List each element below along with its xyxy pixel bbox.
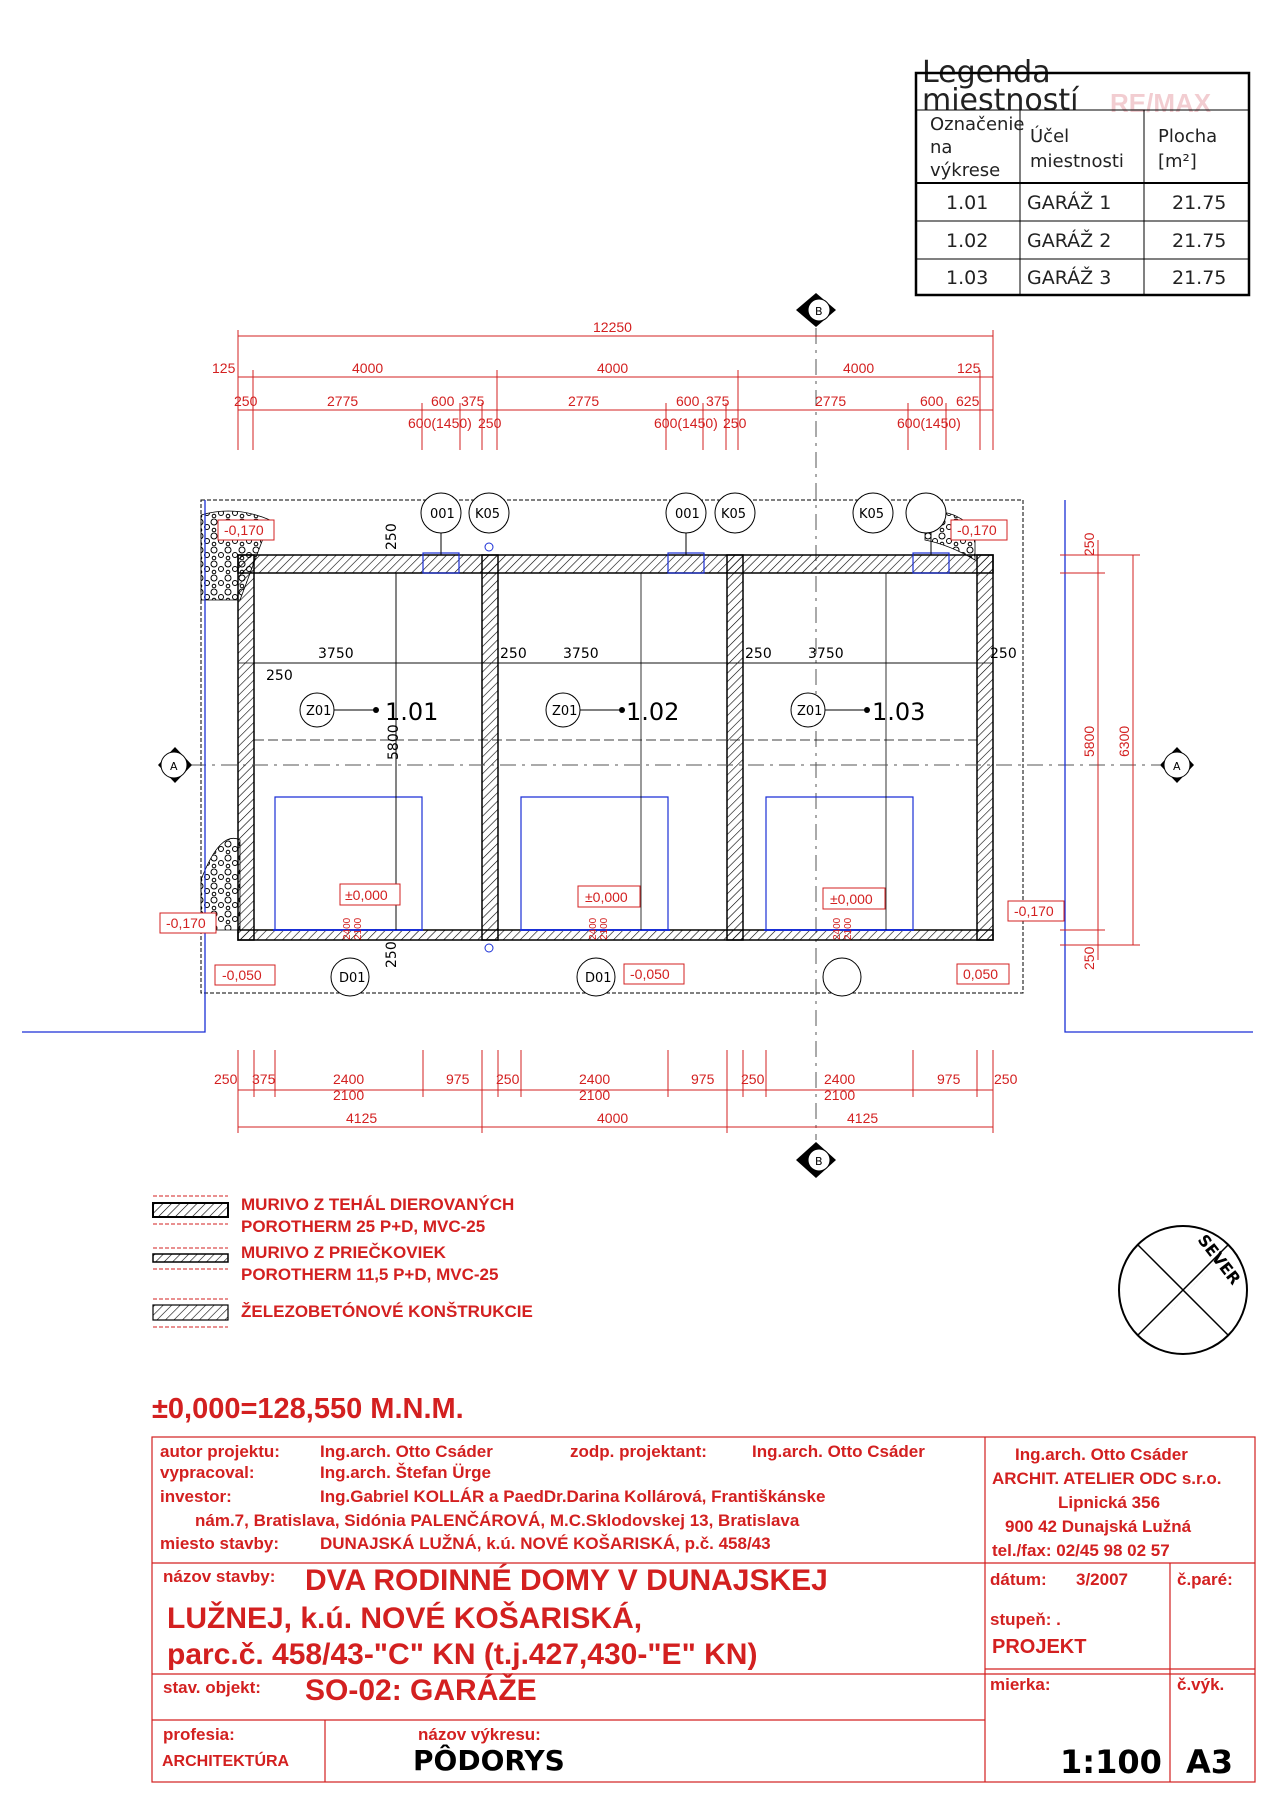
svg-text:A: A: [1173, 760, 1181, 773]
svg-text:600: 600: [920, 393, 944, 409]
investor-label: investor:: [160, 1487, 232, 1506]
level-left: -0,170: [166, 915, 206, 931]
material-2-line2: POROTHERM 11,5 P+D, MVC-25: [241, 1265, 499, 1284]
svg-text:2400: 2400: [588, 917, 599, 940]
svg-text:250: 250: [478, 415, 502, 431]
room-tag-2: Z01: [552, 704, 578, 719]
material-legend: [153, 1195, 533, 1327]
level-right: -0,170: [1014, 903, 1054, 919]
scale-label: mierka:: [990, 1675, 1051, 1694]
watermark: RE/MAX: [1110, 88, 1212, 118]
level-bottom-right: 0,050: [963, 966, 999, 982]
resp-label: zodp. projektant:: [570, 1442, 707, 1461]
svg-text:2775: 2775: [568, 393, 600, 409]
svg-text:250: 250: [384, 941, 400, 968]
svg-text:4000: 4000: [597, 1110, 629, 1126]
elevation-note: ±0,000=128,550 M.N.M.: [152, 1393, 464, 1425]
stage-label: stupeň: .: [990, 1610, 1061, 1629]
legend-purpose-3: GARÁŽ 3: [1027, 267, 1112, 289]
building-label: názov stavby:: [163, 1567, 276, 1586]
col-purpose-1: Účel: [1030, 126, 1070, 147]
room-tag-1: Z01: [306, 704, 332, 719]
svg-text:975: 975: [446, 1071, 470, 1087]
prepared-value: Ing.arch. Štefan Ürge: [320, 1463, 491, 1482]
svg-text:2100: 2100: [333, 1087, 365, 1103]
svg-text:2400: 2400: [579, 1071, 611, 1087]
prepared-label: vypracoval:: [160, 1463, 255, 1482]
office-1: Ing.arch. Otto Csáder: [1015, 1445, 1188, 1464]
office-3: Lipnická 356: [1058, 1493, 1161, 1512]
svg-text:2775: 2775: [815, 393, 847, 409]
stage-value: PROJEKT: [992, 1636, 1087, 1658]
legend-purpose-1: GARÁŽ 1: [1027, 192, 1112, 214]
svg-text:2100: 2100: [599, 917, 610, 940]
svg-text:3750: 3750: [563, 646, 599, 662]
drawing-label: názov výkresu:: [418, 1725, 541, 1744]
svg-text:2100: 2100: [824, 1087, 856, 1103]
svg-text:250: 250: [384, 523, 400, 550]
svg-text:250: 250: [745, 646, 772, 662]
legend-purpose-2: GARÁŽ 2: [1027, 230, 1112, 252]
svg-text:2400: 2400: [333, 1071, 365, 1087]
svg-text:6300: 6300: [1116, 725, 1132, 757]
room-level-3: ±0,000: [830, 891, 873, 907]
svg-text:975: 975: [937, 1071, 961, 1087]
investor-line1: Ing.Gabriel KOLLÁR a PaedDr.Darina Kollárová, Františkánske: [320, 1487, 826, 1506]
svg-text:4125: 4125: [847, 1110, 879, 1126]
svg-text:2100: 2100: [353, 917, 364, 940]
tag-k05-a: K05: [475, 507, 501, 522]
svg-text:375: 375: [706, 393, 730, 409]
tag-k05-c: K05: [859, 507, 885, 522]
building-line1: DVA RODINNÉ DOMY V DUNAJSKEJ: [305, 1564, 828, 1597]
date-label: dátum:: [990, 1570, 1047, 1589]
room-level-1: ±0,000: [345, 887, 388, 903]
room-legend-title-1: Legenda: [922, 55, 1051, 90]
room-code-2: 1.02: [626, 698, 680, 726]
svg-text:4000: 4000: [352, 360, 384, 376]
svg-text:600: 600: [676, 393, 700, 409]
svg-text:4000: 4000: [597, 360, 629, 376]
top-dimensions: [238, 330, 993, 450]
north-label: SEVER: [1193, 1230, 1245, 1289]
building-line2: LUŽNEJ, k.ú. NOVÉ KOŠARISKÁ,: [167, 1602, 643, 1635]
object-label: stav. objekt:: [163, 1678, 261, 1697]
author-label: autor projektu:: [160, 1442, 280, 1461]
building-line3: parc.č. 458/43-"C" KN (t.j.427,430-"E" KN): [167, 1638, 758, 1671]
north-arrow: [1119, 1226, 1247, 1354]
col-code-3: výkrese: [930, 160, 1001, 181]
svg-text:250: 250: [990, 646, 1017, 662]
profession-value: ARCHITEKTÚRA: [162, 1753, 290, 1770]
tag-001-b: 001: [675, 507, 700, 522]
svg-text:5800: 5800: [386, 724, 402, 760]
svg-text:3750: 3750: [318, 646, 354, 662]
profession-label: profesia:: [163, 1725, 235, 1744]
drawing-no-label: č.výk.: [1177, 1675, 1225, 1694]
svg-text:250: 250: [1081, 532, 1097, 556]
site-value: DUNAJSKÁ LUŽNÁ, k.ú. NOVÉ KOŠARISKÁ, p.č. 458/43: [320, 1534, 771, 1553]
legend-area-3: 21.75: [1172, 267, 1227, 289]
svg-text:2400: 2400: [824, 1071, 856, 1087]
resp-value: Ing.arch. Otto Csáder: [752, 1442, 925, 1461]
level-bottom-mid: -0,050: [630, 966, 670, 982]
col-code-2: na: [930, 137, 953, 158]
author-value: Ing.arch. Otto Csáder: [320, 1442, 493, 1461]
room-level-2: ±0,000: [585, 889, 628, 905]
svg-text:2400: 2400: [342, 917, 353, 940]
svg-text:3750: 3750: [808, 646, 844, 662]
svg-text:975: 975: [691, 1071, 715, 1087]
drawing-title: PÔDORYS: [413, 1744, 565, 1777]
scale-value: 1:100: [1060, 1743, 1162, 1781]
svg-text:375: 375: [461, 393, 485, 409]
svg-text:250: 250: [741, 1071, 765, 1087]
material-3-line1: ŽELEZOBETÓNOVÉ KONŠTRUKCIE: [241, 1302, 533, 1321]
svg-text:600(1450): 600(1450): [408, 415, 472, 431]
level-top-right: -0,170: [957, 522, 997, 538]
level-markers: [160, 520, 1064, 985]
legend-area-1: 21.75: [1172, 192, 1227, 214]
room-code-1: 1.01: [385, 698, 439, 726]
svg-text:A: A: [170, 760, 178, 773]
svg-text:250: 250: [500, 646, 527, 662]
svg-text:600(1450): 600(1450): [897, 415, 961, 431]
level-top-left: -0,170: [224, 522, 264, 538]
col-code-1: Označenie: [930, 114, 1025, 135]
section-b-marker-bottom: [796, 1142, 836, 1178]
svg-text:2775: 2775: [327, 393, 359, 409]
legend-code-1: 1.01: [946, 192, 989, 214]
svg-text:5800: 5800: [1081, 725, 1097, 757]
svg-text:250: 250: [1081, 946, 1097, 970]
svg-text:250: 250: [234, 393, 258, 409]
svg-text:600(1450): 600(1450): [654, 415, 718, 431]
tag-001-a: 001: [430, 507, 455, 522]
office-5: tel./fax: 02/45 98 02 57: [992, 1541, 1170, 1560]
object-value: SO-02: GARÁŽE: [305, 1674, 537, 1707]
svg-text:375: 375: [252, 1071, 276, 1087]
level-bottom-left: -0,050: [222, 967, 262, 983]
dim-total-top: 12250: [593, 319, 632, 335]
door-tag-1: D01: [339, 971, 366, 986]
section-b-marker-top: [796, 293, 836, 327]
investor-line2: nám.7, Bratislava, Sidónia PALENČÁROVÁ, M.C.Sklodovskej 13, Bratislava: [195, 1511, 800, 1530]
section-a-marker-left: [158, 747, 192, 783]
inside-dimensions: [238, 573, 993, 930]
date-value: 3/2007: [1076, 1570, 1128, 1589]
svg-text:125: 125: [957, 360, 981, 376]
top-tags: [421, 493, 946, 555]
svg-text:4125: 4125: [346, 1110, 378, 1126]
site-label: miesto stavby:: [160, 1534, 280, 1553]
svg-text:250: 250: [496, 1071, 520, 1087]
legend-code-3: 1.03: [946, 267, 989, 289]
svg-text:B: B: [815, 1155, 823, 1168]
format-value: A3: [1186, 1743, 1234, 1781]
door-tag-2: D01: [585, 971, 612, 986]
col-area-2: [m²]: [1158, 151, 1197, 172]
svg-text:4000: 4000: [843, 360, 875, 376]
room-legend-title-2: miestností: [922, 83, 1079, 118]
svg-text:2100: 2100: [843, 917, 854, 940]
tag-k05-b: K05: [721, 507, 747, 522]
svg-text:600: 600: [431, 393, 455, 409]
office-4: 900 42 Dunajská Lužná: [1005, 1517, 1192, 1536]
material-1-line1: MURIVO Z TEHÁL DIEROVANÝCH: [241, 1195, 515, 1214]
garage-plan: [22, 500, 1253, 1032]
room-legend: [916, 55, 1249, 295]
svg-text:625: 625: [956, 393, 980, 409]
svg-text:250: 250: [723, 415, 747, 431]
section-a-marker-right: [1160, 747, 1194, 783]
svg-text:250: 250: [994, 1071, 1018, 1087]
copy-label: č.paré:: [1177, 1570, 1233, 1589]
material-2-line1: MURIVO Z PRIEČKOVIEK: [241, 1243, 446, 1262]
svg-text:250: 250: [266, 668, 293, 684]
col-purpose-2: miestnosti: [1030, 151, 1124, 172]
legend-area-2: 21.75: [1172, 230, 1227, 252]
office-2: ARCHIT. ATELIER ODC s.r.o.: [992, 1469, 1222, 1488]
svg-text:125: 125: [212, 360, 236, 376]
legend-code-2: 1.02: [946, 230, 989, 252]
col-area-1: Plocha: [1158, 126, 1218, 147]
svg-text:250: 250: [214, 1071, 238, 1087]
room-tag-3: Z01: [797, 704, 823, 719]
material-1-line2: POROTHERM 25 P+D, MVC-25: [241, 1217, 486, 1236]
room-code-3: 1.03: [872, 698, 926, 726]
svg-text:2100: 2100: [579, 1087, 611, 1103]
svg-text:B: B: [815, 305, 823, 318]
svg-text:2400: 2400: [832, 917, 843, 940]
